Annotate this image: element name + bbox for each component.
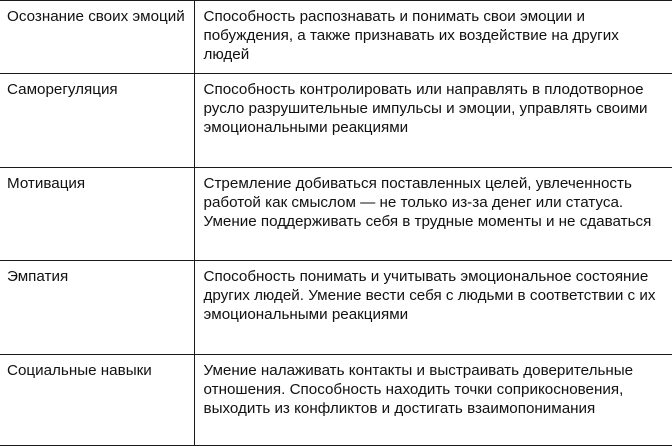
term-cell: Осознание своих эмоций — [0, 1, 194, 74]
term-cell: Эмпатия — [0, 261, 194, 355]
term-cell: Саморегуляция — [0, 74, 194, 168]
description-cell: Умение налаживать контакты и выстраивать доверительные отношения. Способность находить точки соприкосновения, выходить из конфликтов и достигать взаимопонимания — [194, 355, 672, 446]
description-cell: Стремление добиваться поставленных целей, увлеченность работой как смыслом — не только из-за денег или статуса. Умение поддерживать себя в трудные моменты и не сдаваться — [194, 168, 672, 261]
term-cell: Мотивация — [0, 168, 194, 261]
table-row — [0, 261, 672, 355]
table-row — [0, 1, 672, 74]
description-cell: Способность распознавать и понимать свои эмоции и побуждения, а также признавать их воздействие на других людей — [194, 1, 672, 74]
description-cell: Способность понимать и учитывать эмоциональное состояние других людей. Умение вести себя с людьми в соответствии с их эмоциональными реакциями — [194, 261, 672, 355]
description-cell: Способность контролировать или направлять в плодотворное русло разрушительные импульсы и эмоции, управлять своими эмоциональными реакциями — [194, 74, 672, 168]
term-cell: Социальные навыки — [0, 355, 194, 446]
table-row — [0, 355, 672, 446]
table-row — [0, 74, 672, 168]
table-row — [0, 168, 672, 261]
